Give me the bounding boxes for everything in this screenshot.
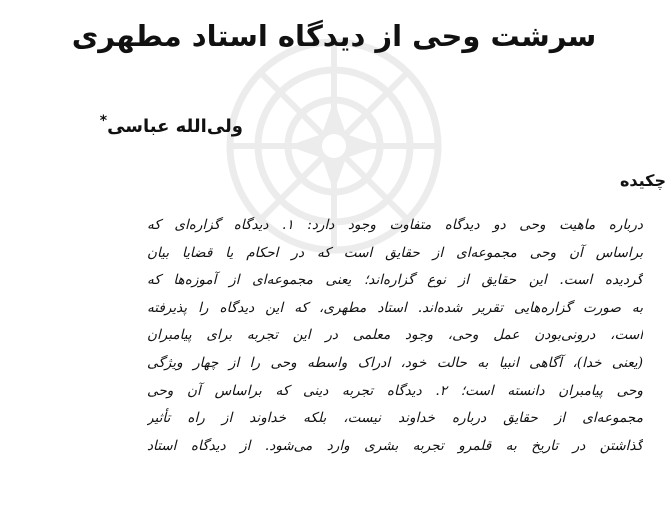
author-name-text: ولی‌الله عباسی xyxy=(107,116,243,137)
paper-title: سرشت وحی از دیدگاه استاد مطهری xyxy=(71,19,597,53)
abstract-line: گذاشتن در تاریخ به قلمرو تجربه بشری وارد می‌شود. از دیدگاه استاد xyxy=(147,437,643,454)
abstract-line: به صورت گزاره‌هایی تقریر شده‌اند. استاد مطهری، که این دیدگاه را پذیرفته xyxy=(147,299,643,316)
abstract-line: است، درونی‌بودن عمل وحی، وجود معلمی در این تجربه برای پیامبران xyxy=(147,327,643,344)
abstract-line: وحی پیامبران دانسته است؛ ۲. دیدگاه تجربه دینی که براساس آن وحی xyxy=(147,382,643,399)
author-name xyxy=(100,113,243,141)
abstract-line: گردیده است. این حقایق از نوع گزاره‌اند؛ یعنی مجموعه‌ای از آموزه‌ها که xyxy=(147,272,643,289)
abstract-line: مجموعه‌ای از حقایق درباره خداوند نیست، بلکه خداوند از راه تأثیر xyxy=(147,410,643,427)
abstract-body xyxy=(147,212,643,460)
abstract-line: درباره ماهیت وحی دو دیدگاه متفاوت وجود دارد: ۱. دیدگاه گزاره‌ای که xyxy=(147,217,643,233)
abstract-heading: چکیده xyxy=(619,171,666,190)
abstract-line: براساس آن وحی مجموعه‌ای از حقایق است که در احکام یا قضایا بیان xyxy=(147,244,643,261)
abstract-line: (یعنی خدا)، آگاهی انبیا به حالت خود، ادراک واسطه وحی را از چهار ویژگی xyxy=(147,354,643,371)
author-footnote-marker: * xyxy=(99,113,108,129)
